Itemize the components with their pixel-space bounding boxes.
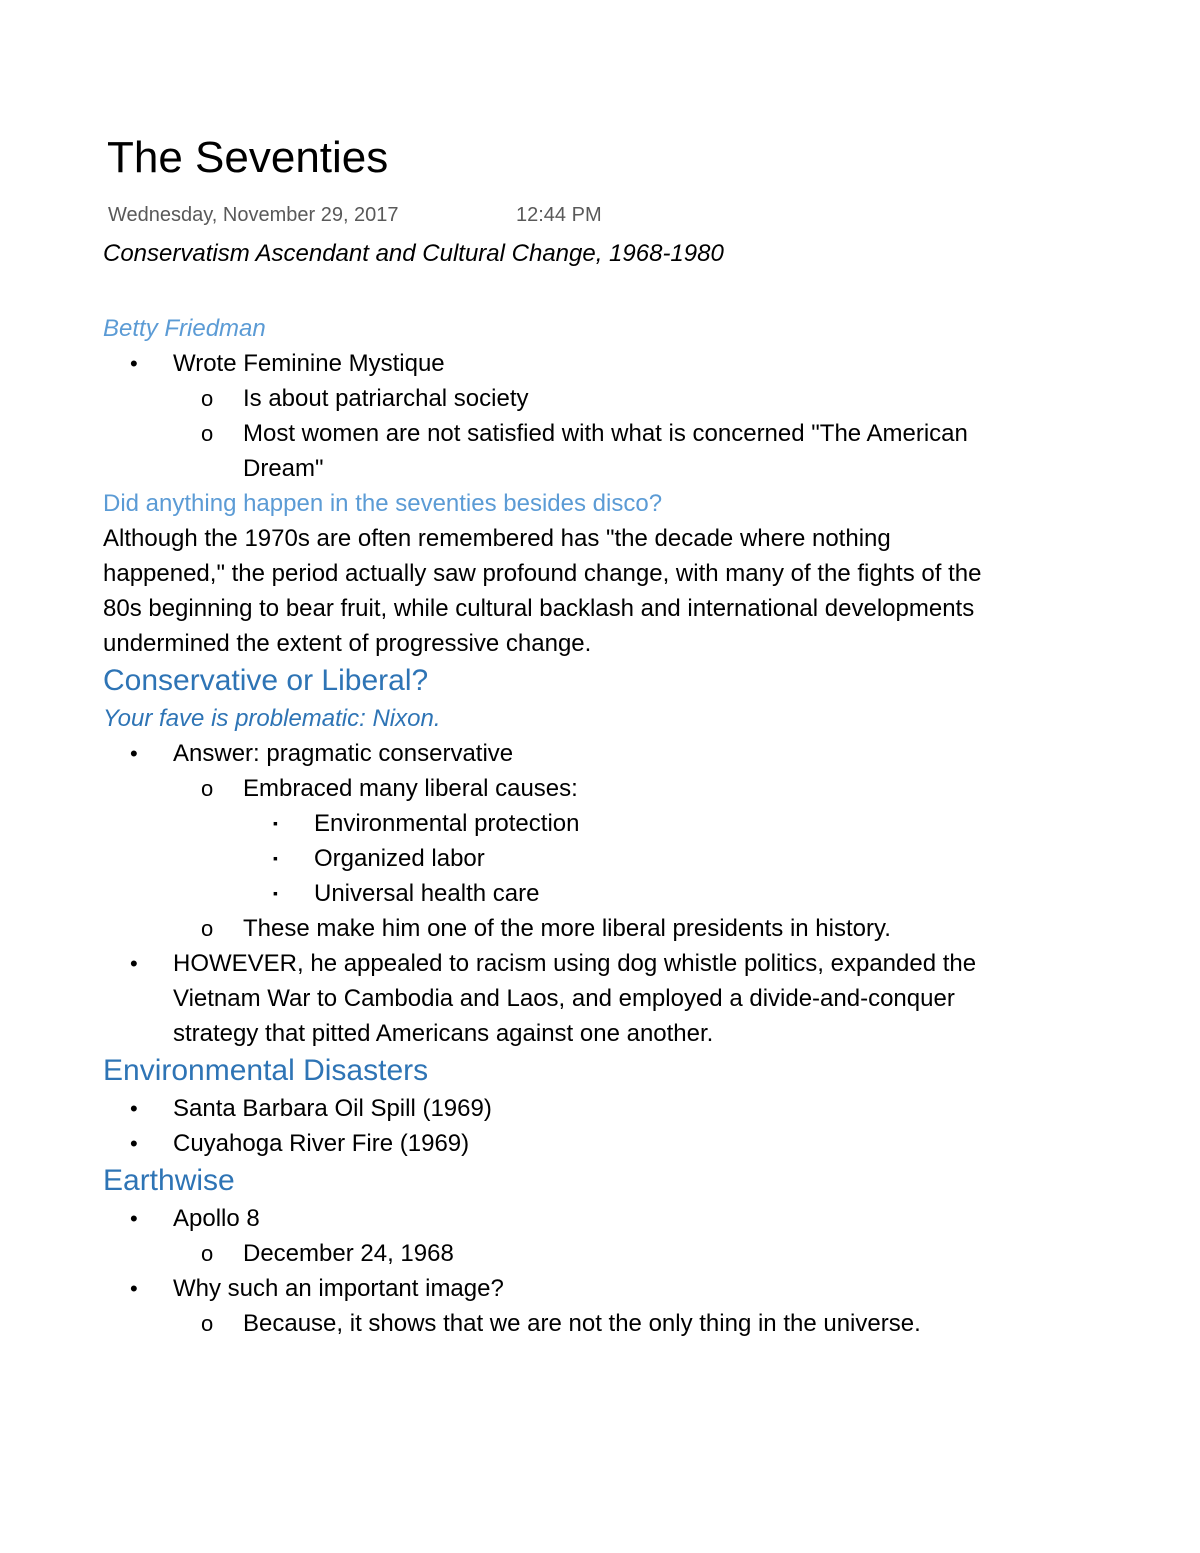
circle-bullet-icon: o xyxy=(201,386,214,411)
page-meta xyxy=(108,202,602,228)
section-heading-disco: Did anything happen in the seventies besides disco? xyxy=(103,490,663,517)
list-item: • Answer: pragmatic conservative xyxy=(103,736,1003,771)
circle-bullet-icon: o xyxy=(201,776,214,801)
square-bullet-icon: ▪ xyxy=(273,815,278,831)
list-item: o December 24, 1968 xyxy=(103,1236,1003,1271)
square-bullet-icon: ▪ xyxy=(273,850,278,866)
bullet-icon: • xyxy=(130,1096,138,1121)
bullet-icon: • xyxy=(130,741,138,766)
note-content xyxy=(103,236,1003,1341)
circle-bullet-icon: o xyxy=(201,916,214,941)
paragraph: Although the 1970s are often remembered has "the decade where nothing happened," the period actually saw profound change, with many of the fights of the 80s beginning to bear fruit, while cultural backlash and international developments undermined the extent of progressive change. xyxy=(103,525,982,657)
list-item: • Apollo 8 xyxy=(103,1201,1003,1236)
list-item: • Santa Barbara Oil Spill (1969) xyxy=(103,1091,1003,1126)
list-item: • Why such an important image? xyxy=(103,1271,1003,1306)
environmental-list xyxy=(103,1091,1003,1161)
section-heading-betty: Betty Friedman xyxy=(103,315,266,342)
list-item: o Embraced many liberal causes: xyxy=(103,771,1003,806)
conservative-list xyxy=(103,736,1003,1051)
circle-bullet-icon: o xyxy=(201,1241,214,1266)
earthwise-list xyxy=(103,1201,1003,1341)
list-item: ▪ Environmental protection xyxy=(103,806,1003,841)
list-item: o Because, it shows that we are not the only thing in the universe. xyxy=(103,1306,1003,1341)
list-item: ▪ Universal health care xyxy=(103,876,1003,911)
section-heading-conservative: Conservative or Liberal? xyxy=(103,664,429,697)
bullet-icon: • xyxy=(130,951,138,976)
bullet-icon: • xyxy=(130,1131,138,1156)
square-bullet-icon: ▪ xyxy=(273,885,278,901)
page-title: The Seventies xyxy=(107,133,389,182)
betty-list xyxy=(103,346,1003,486)
section-subheading-nixon: Your fave is problematic: Nixon. xyxy=(103,705,441,732)
list-item: • Cuyahoga River Fire (1969) xyxy=(103,1126,1003,1161)
list-item: o Most women are not satisfied with what is concerned "The American Dream" xyxy=(103,416,1003,486)
circle-bullet-icon: o xyxy=(201,1311,214,1336)
page-date: Wednesday, November 29, 2017 xyxy=(108,204,399,226)
page-time: 12:44 PM xyxy=(516,204,602,226)
list-item: o These make him one of the more liberal presidents in history. xyxy=(103,911,1003,946)
bullet-icon: • xyxy=(130,1276,138,1301)
list-item: • HOWEVER, he appealed to racism using dog whistle politics, expanded the Vietnam War to Cambodia and Laos, and employed a divide-and-conquer strategy that pitted Americans against one another. xyxy=(103,946,1003,1051)
list-item: ▪ Organized labor xyxy=(103,841,1003,876)
section-heading-earthwise: Earthwise xyxy=(103,1164,235,1197)
bullet-icon: • xyxy=(130,351,138,376)
bullet-icon: • xyxy=(130,1206,138,1231)
section-heading-environmental: Environmental Disasters xyxy=(103,1054,429,1087)
spacer xyxy=(103,271,1003,311)
list-item: • Wrote Feminine Mystique xyxy=(103,346,1003,381)
list-item: o Is about patriarchal society xyxy=(103,381,1003,416)
circle-bullet-icon: o xyxy=(201,421,214,446)
subtitle: Conservatism Ascendant and Cultural Change, 1968-1980 xyxy=(103,240,724,267)
